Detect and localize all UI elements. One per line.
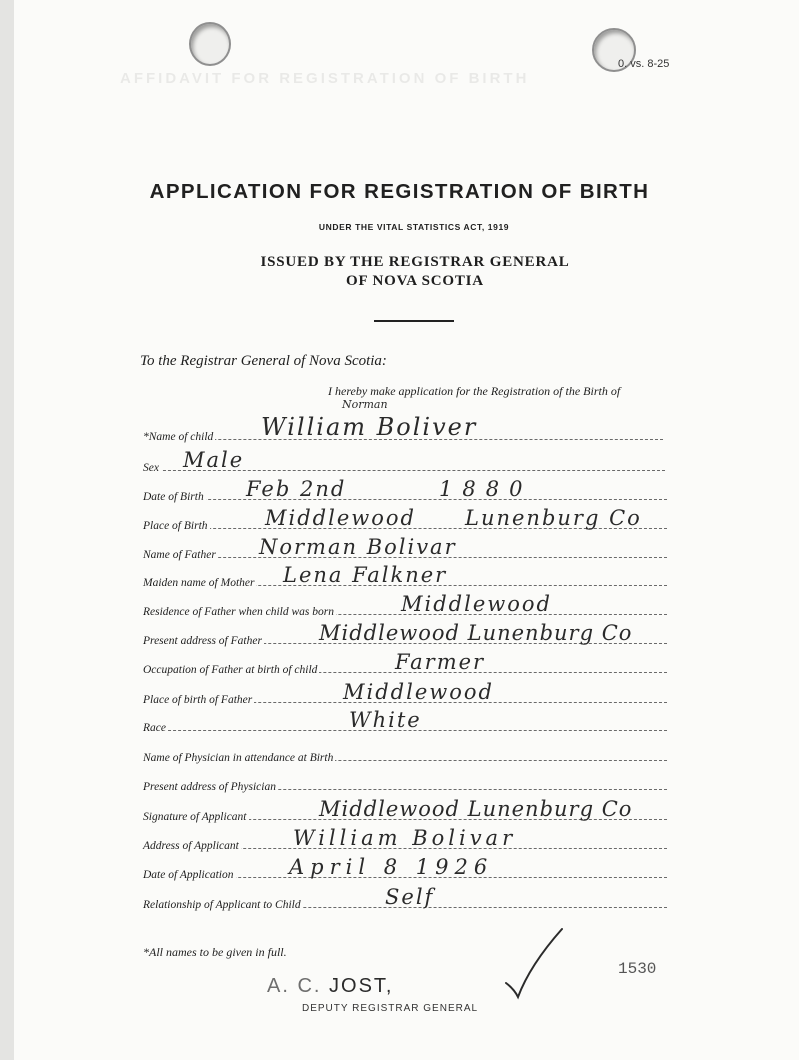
field-label: Name of Father — [143, 549, 216, 561]
field-row-father-address — [143, 621, 667, 647]
stamp-surname: JOST, — [329, 975, 394, 997]
field-value: Middlewood — [343, 680, 494, 704]
document-title: APPLICATION FOR REGISTRATION OF BIRTH — [149, 180, 650, 203]
field-value-year: 1880 — [439, 477, 533, 501]
field-label: Name of Physician in attendance at Birth — [143, 752, 334, 764]
salutation: To the Registrar General of Nova Scotia: — [140, 353, 387, 369]
field-row-date-of-birth — [143, 477, 667, 503]
field-value: Lena Falkner — [283, 563, 448, 587]
check-mark-icon — [500, 925, 570, 1000]
field-row-father-name — [143, 535, 667, 561]
field-row-physician-name — [143, 742, 667, 764]
issuer-line-1: ISSUED BY THE REGISTRAR GENERAL — [260, 254, 570, 270]
field-label: *Name of child — [143, 431, 214, 443]
field-row-father-occupation — [143, 650, 667, 676]
field-label: Maiden name of Mother — [143, 577, 255, 589]
field-row-place-of-birth — [143, 506, 667, 532]
field-label: Relationship of Applicant to Child — [143, 899, 301, 911]
field-row-father-birthplace — [143, 680, 667, 706]
field-label: Present address of Father — [143, 635, 262, 647]
field-label: Place of Birth — [143, 520, 208, 532]
field-value: Male — [183, 448, 245, 472]
field-value: William Bolivar — [293, 826, 517, 850]
field-row-applicant-signature — [143, 797, 667, 823]
field-value: Self — [385, 885, 435, 909]
field-label: Race — [143, 722, 166, 734]
field-row-applicant-address — [143, 826, 667, 852]
field-row-sex — [143, 448, 665, 474]
bleed-through-text: AFFIDAVIT FOR REGISTRATION OF BIRTH — [120, 70, 530, 87]
field-value: Middlewood Lunenburg Co — [319, 621, 633, 645]
handwritten-insertion: Norman — [342, 398, 388, 411]
field-row-mother-maiden-name — [143, 563, 667, 589]
intro-text: I hereby make application for the Registration of the Birth of — [328, 384, 621, 398]
title-divider — [374, 320, 454, 322]
field-value: William Boliver — [261, 413, 478, 441]
field-value: April 8 1926 — [289, 855, 494, 879]
stamp-initials: A. C. — [267, 975, 322, 997]
field-value: Middlewood Lunenburg Co — [319, 797, 633, 821]
field-row-applicant-relationship — [143, 885, 667, 911]
issuer-line-2: OF NOVA SCOTIA — [346, 273, 484, 289]
field-label: Address of Applicant — [143, 840, 239, 852]
field-label: Occupation of Father at birth of child — [143, 664, 318, 676]
footnote: *All names to be given in full. — [143, 945, 287, 959]
field-value: Middlewood — [265, 506, 416, 530]
field-label: Residence of Father when child was born — [143, 606, 334, 618]
field-row-child-name — [143, 413, 663, 443]
stamp-title: DEPUTY REGISTRAR GENERAL — [302, 1003, 479, 1014]
field-row-application-date — [143, 855, 667, 881]
field-row-race — [143, 708, 667, 734]
registration-number: 1530 — [618, 960, 657, 978]
field-label: Date of Application — [143, 869, 234, 881]
document-subtitle: UNDER THE VITAL STATISTICS ACT, 1919 — [318, 222, 510, 232]
field-label: Present address of Physician — [143, 781, 276, 793]
field-row-father-residence — [143, 592, 667, 618]
issuer-heading — [0, 253, 799, 291]
page-edge — [0, 0, 14, 1060]
stamp-name — [267, 975, 393, 998]
field-value: Norman Bolivar — [259, 535, 457, 559]
field-label: Date of Birth — [143, 491, 204, 503]
field-row-physician-address — [143, 771, 667, 793]
punch-hole-left — [189, 22, 231, 66]
field-label: Place of birth of Father — [143, 694, 253, 706]
field-value: Feb 2nd — [246, 477, 347, 501]
field-label: Sex — [143, 462, 159, 474]
field-value: Middlewood — [401, 592, 552, 616]
field-label: Signature of Applicant — [143, 811, 247, 823]
form-number: 0. vs. 8-25 — [618, 58, 670, 70]
field-value-county: Lunenburg Co — [465, 506, 642, 530]
field-value: White — [349, 708, 422, 732]
field-value: Farmer — [395, 650, 486, 674]
